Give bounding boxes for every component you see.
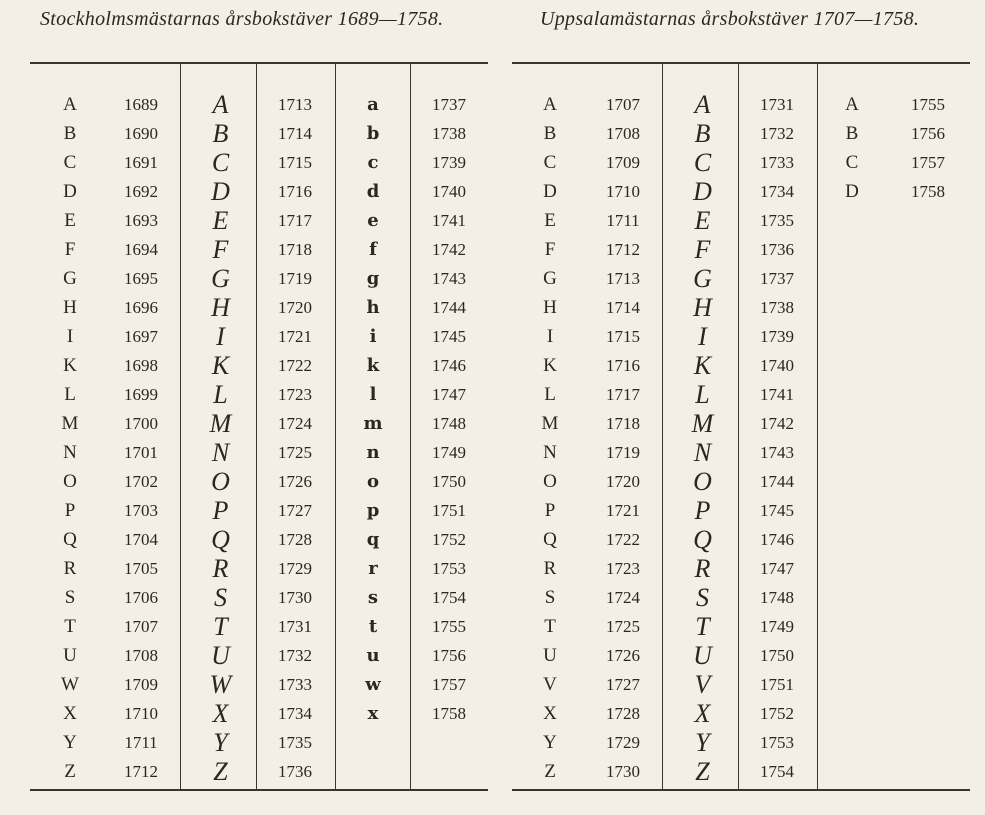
roman-letter: O [543, 471, 557, 492]
roman2-letter: B [845, 123, 859, 144]
roman2-year: 1757 [911, 153, 945, 172]
gothic-year: 1757 [432, 675, 466, 694]
table-row [512, 409, 970, 438]
roman-letter: E [544, 210, 556, 231]
roman-year: 1696 [124, 298, 158, 317]
table-row [30, 438, 488, 467]
script-letter: F [212, 235, 228, 264]
table-row [30, 264, 488, 293]
roman-year: 1704 [124, 530, 158, 549]
script-letter: X [212, 699, 228, 728]
script-letter: T [695, 612, 709, 641]
gothic-letter: r [368, 558, 378, 579]
roman-letter: Y [543, 732, 557, 753]
roman2-year: 1756 [911, 124, 945, 143]
script-year: 1733 [760, 153, 794, 172]
table-row [512, 264, 970, 293]
script-letter: N [693, 438, 711, 467]
roman-letter: D [63, 181, 77, 202]
script-year: 1722 [278, 356, 312, 375]
roman-year: 1730 [606, 762, 640, 781]
script-letter: Z [695, 757, 709, 786]
script-letter: E [694, 206, 710, 235]
script-year: 1716 [278, 182, 312, 201]
script-year: 1746 [760, 530, 794, 549]
script-year: 1735 [278, 733, 312, 752]
roman-year: 1694 [124, 240, 158, 259]
gothic-letter: l [369, 384, 377, 405]
roman-year: 1701 [124, 443, 158, 462]
script-letter: S [214, 583, 226, 612]
gothic-year: 1754 [432, 588, 466, 607]
roman-letter: H [63, 297, 77, 318]
table-row [30, 641, 488, 670]
gothic-year: 1746 [432, 356, 466, 375]
table-row [512, 293, 970, 322]
script-letter: D [693, 177, 711, 206]
script-letter: E [212, 206, 228, 235]
roman-letter: Q [63, 529, 77, 550]
table-row [512, 467, 970, 496]
gothic-year: 1758 [432, 704, 466, 723]
roman-year: 1723 [606, 559, 640, 578]
roman-year: 1712 [124, 762, 158, 781]
script-letter: N [211, 438, 229, 467]
gothic-year: 1751 [432, 501, 466, 520]
table-row [30, 728, 488, 757]
script-letter: O [693, 467, 711, 496]
gothic-year: 1747 [432, 385, 466, 404]
roman-year: 1724 [606, 588, 640, 607]
roman-year: 1721 [606, 501, 640, 520]
table-row [30, 380, 488, 409]
script-year: 1748 [760, 588, 794, 607]
script-letter: A [212, 90, 228, 119]
script-letter: M [209, 409, 231, 438]
roman-letter: G [543, 268, 557, 289]
roman-letter: K [63, 355, 77, 376]
table-row [30, 293, 488, 322]
script-letter: Y [695, 728, 709, 757]
roman-year: 1700 [124, 414, 158, 433]
script-year: 1731 [278, 617, 312, 636]
roman-letter: O [63, 471, 77, 492]
script-letter: I [216, 322, 224, 351]
roman2-year: 1758 [911, 182, 945, 201]
roman-letter: R [63, 558, 77, 579]
table-row [30, 351, 488, 380]
script-letter: U [693, 641, 711, 670]
roman-letter: I [66, 326, 74, 347]
script-year: 1719 [278, 269, 312, 288]
roman-year: 1711 [606, 211, 640, 230]
roman-letter: L [64, 384, 76, 405]
roman-letter: N [543, 442, 557, 463]
script-letter: Z [213, 757, 227, 786]
roman-year: 1722 [606, 530, 640, 549]
gothic-year: 1752 [432, 530, 466, 549]
gothic-year: 1739 [432, 153, 466, 172]
roman-year: 1705 [124, 559, 158, 578]
script-year: 1740 [760, 356, 794, 375]
gothic-letter: o [366, 471, 379, 492]
script-year: 1734 [278, 704, 312, 723]
roman-letter: T [64, 616, 76, 637]
table-row [30, 699, 488, 728]
script-year: 1728 [278, 530, 312, 549]
roman-year: 1719 [606, 443, 640, 462]
script-year: 1730 [278, 588, 312, 607]
roman-year: 1727 [606, 675, 640, 694]
script-letter: P [212, 496, 228, 525]
roman-letter: C [543, 152, 557, 173]
roman-letter: I [546, 326, 554, 347]
gothic-year: 1738 [432, 124, 466, 143]
roman-letter: A [543, 94, 557, 115]
roman-letter: Z [64, 761, 76, 782]
roman-letter: A [63, 94, 77, 115]
script-year: 1750 [760, 646, 794, 665]
table-row [512, 554, 970, 583]
table-row [30, 177, 488, 206]
table-row [30, 235, 488, 264]
table-row [512, 612, 970, 641]
table-row [512, 496, 970, 525]
script-letter: L [695, 380, 709, 409]
roman-letter: Q [543, 529, 557, 550]
roman-year: 1708 [124, 646, 158, 665]
script-letter: K [693, 351, 711, 380]
gothic-year: 1742 [432, 240, 466, 259]
script-year: 1726 [278, 472, 312, 491]
script-year: 1742 [760, 414, 794, 433]
script-letter: I [698, 322, 706, 351]
table-row [30, 148, 488, 177]
roman-year: 1699 [124, 385, 158, 404]
stockholm-table [30, 62, 488, 791]
script-letter: P [694, 496, 710, 525]
gothic-letter: e [367, 210, 379, 231]
script-letter: U [211, 641, 229, 670]
roman-year: 1709 [606, 153, 640, 172]
script-letter: R [694, 554, 710, 583]
gothic-year: 1744 [432, 298, 466, 317]
script-letter: W [209, 670, 231, 699]
roman-year: 1706 [124, 588, 158, 607]
gothic-letter: a [367, 94, 379, 115]
roman-letter: F [64, 239, 76, 260]
roman-letter: K [543, 355, 557, 376]
roman-year: 1707 [124, 617, 158, 636]
script-letter: V [694, 670, 710, 699]
table-row [512, 380, 970, 409]
roman-year: 1695 [124, 269, 158, 288]
script-year: 1749 [760, 617, 794, 636]
script-letter: S [696, 583, 708, 612]
roman-year: 1729 [606, 733, 640, 752]
script-year: 1725 [278, 443, 312, 462]
roman-year: 1720 [606, 472, 640, 491]
gothic-letter: w [365, 674, 381, 695]
gothic-letter: q [366, 529, 380, 550]
script-letter: A [694, 90, 710, 119]
gothic-letter: u [366, 645, 380, 666]
table-row [30, 525, 488, 554]
gothic-year: 1748 [432, 414, 466, 433]
gothic-letter: c [367, 152, 379, 173]
table-row [30, 90, 488, 119]
script-letter: H [211, 293, 229, 322]
roman-letter: N [63, 442, 77, 463]
gothic-letter: d [366, 181, 380, 202]
script-letter: H [693, 293, 711, 322]
script-letter: K [211, 351, 229, 380]
table-row [30, 670, 488, 699]
script-letter: Q [211, 525, 229, 554]
roman-letter: W [61, 674, 79, 695]
script-year: 1735 [760, 211, 794, 230]
roman-letter: L [544, 384, 556, 405]
roman-year: 1691 [124, 153, 158, 172]
roman-letter: E [64, 210, 76, 231]
script-year: 1724 [278, 414, 312, 433]
uppsala-table [512, 62, 970, 791]
roman-letter: S [64, 587, 76, 608]
script-year: 1717 [278, 211, 312, 230]
script-year: 1739 [760, 327, 794, 346]
script-letter: G [693, 264, 711, 293]
gothic-letter: i [369, 326, 377, 347]
roman-letter: G [63, 268, 77, 289]
script-year: 1736 [278, 762, 312, 781]
table-row [30, 409, 488, 438]
gothic-year: 1753 [432, 559, 466, 578]
roman-year: 1693 [124, 211, 158, 230]
table-row [30, 467, 488, 496]
roman2-letter: D [845, 181, 859, 202]
gothic-year: 1743 [432, 269, 466, 288]
script-year: 1720 [278, 298, 312, 317]
script-letter: G [211, 264, 229, 293]
roman-letter: U [543, 645, 557, 666]
script-letter: F [694, 235, 710, 264]
script-letter: Y [213, 728, 227, 757]
roman-letter: T [544, 616, 556, 637]
script-letter: D [211, 177, 229, 206]
script-year: 1752 [760, 704, 794, 723]
roman-year: 1708 [606, 124, 640, 143]
gothic-letter: m [363, 413, 383, 434]
script-year: 1714 [278, 124, 312, 143]
script-year: 1741 [760, 385, 794, 404]
script-letter: L [213, 380, 227, 409]
gothic-year: 1755 [432, 617, 466, 636]
gothic-year: 1740 [432, 182, 466, 201]
table-row [512, 438, 970, 467]
gothic-letter: n [366, 442, 380, 463]
script-year: 1733 [278, 675, 312, 694]
script-year: 1743 [760, 443, 794, 462]
table-row [512, 90, 970, 119]
roman-year: 1710 [606, 182, 640, 201]
table-row [512, 728, 970, 757]
script-year: 1727 [278, 501, 312, 520]
table-row [30, 496, 488, 525]
script-letter: O [211, 467, 229, 496]
gothic-year: 1750 [432, 472, 466, 491]
roman-year: 1702 [124, 472, 158, 491]
roman-letter: U [63, 645, 77, 666]
table-row [512, 322, 970, 351]
roman-letter: B [63, 123, 77, 144]
table-row [30, 554, 488, 583]
gothic-year: 1749 [432, 443, 466, 462]
roman-letter: B [543, 123, 557, 144]
roman-letter: Z [544, 761, 556, 782]
script-year: 1744 [760, 472, 794, 491]
roman-year: 1714 [606, 298, 640, 317]
table-row [512, 206, 970, 235]
table-row [512, 641, 970, 670]
roman-letter: P [544, 500, 556, 521]
script-year: 1723 [278, 385, 312, 404]
gothic-letter: s [367, 587, 379, 608]
roman-year: 1711 [124, 733, 158, 752]
roman-year: 1726 [606, 646, 640, 665]
script-year: 1736 [760, 240, 794, 259]
gothic-letter: k [366, 355, 380, 376]
table-row [30, 322, 488, 351]
table-row [512, 525, 970, 554]
script-year: 1753 [760, 733, 794, 752]
roman-year: 1690 [124, 124, 158, 143]
gothic-year: 1745 [432, 327, 466, 346]
table-row [512, 119, 970, 148]
roman-year: 1728 [606, 704, 640, 723]
gothic-letter: g [366, 268, 380, 289]
roman-year: 1709 [124, 675, 158, 694]
script-year: 1721 [278, 327, 312, 346]
roman2-letter: C [845, 152, 859, 173]
roman-year: 1713 [606, 269, 640, 288]
roman-year: 1716 [606, 356, 640, 375]
script-year: 1737 [760, 269, 794, 288]
gothic-year: 1737 [432, 95, 466, 114]
script-year: 1715 [278, 153, 312, 172]
gothic-letter: p [366, 500, 380, 521]
gothic-letter: f [369, 239, 377, 260]
gothic-year: 1756 [432, 646, 466, 665]
script-letter: M [691, 409, 713, 438]
roman-letter: D [543, 181, 557, 202]
roman-letter: R [543, 558, 557, 579]
script-letter: R [212, 554, 228, 583]
script-year: 1734 [760, 182, 794, 201]
script-year: 1754 [760, 762, 794, 781]
roman-year: 1689 [124, 95, 158, 114]
roman-letter: M [61, 413, 79, 434]
table-row [512, 351, 970, 380]
table-row [512, 235, 970, 264]
roman-letter: H [543, 297, 557, 318]
roman2-letter: A [845, 94, 859, 115]
gothic-letter: x [367, 703, 379, 724]
script-letter: T [213, 612, 227, 641]
script-year: 1729 [278, 559, 312, 578]
roman-year: 1703 [124, 501, 158, 520]
script-year: 1738 [760, 298, 794, 317]
table-row [512, 699, 970, 728]
roman-letter: F [544, 239, 556, 260]
roman-year: 1692 [124, 182, 158, 201]
roman-year: 1710 [124, 704, 158, 723]
script-year: 1732 [278, 646, 312, 665]
script-year: 1731 [760, 95, 794, 114]
script-letter: B [212, 119, 228, 148]
roman-year: 1725 [606, 617, 640, 636]
uppsala-title: Uppsalamästarnas årsbokstäver 1707—1758. [540, 8, 920, 30]
roman-year: 1698 [124, 356, 158, 375]
roman-letter: M [541, 413, 559, 434]
gothic-letter: t [368, 616, 378, 637]
script-year: 1718 [278, 240, 312, 259]
script-letter: C [693, 148, 711, 177]
script-letter: C [211, 148, 229, 177]
roman-year: 1715 [606, 327, 640, 346]
script-letter: X [694, 699, 710, 728]
table-row [30, 757, 488, 786]
table-row [512, 757, 970, 786]
gothic-letter: b [366, 123, 380, 144]
roman-letter: X [63, 703, 77, 724]
script-year: 1747 [760, 559, 794, 578]
roman-year: 1712 [606, 240, 640, 259]
roman-letter: P [64, 500, 76, 521]
roman-year: 1717 [606, 385, 640, 404]
roman-letter: V [543, 674, 557, 695]
roman-year: 1718 [606, 414, 640, 433]
stockholm-title: Stockholmsmästarnas årsbokstäver 1689—1758. [40, 8, 444, 30]
table-row [30, 206, 488, 235]
script-year: 1751 [760, 675, 794, 694]
table-row [30, 612, 488, 641]
roman-letter: X [543, 703, 557, 724]
roman-year: 1697 [124, 327, 158, 346]
script-year: 1732 [760, 124, 794, 143]
script-year: 1745 [760, 501, 794, 520]
roman-year: 1707 [606, 95, 640, 114]
table-row [512, 670, 970, 699]
table-row [512, 583, 970, 612]
script-letter: Q [693, 525, 711, 554]
script-letter: B [694, 119, 710, 148]
table-row [512, 148, 970, 177]
roman-letter: S [544, 587, 556, 608]
roman-letter: Y [63, 732, 77, 753]
table-row [30, 583, 488, 612]
roman-letter: C [63, 152, 77, 173]
gothic-letter: h [366, 297, 380, 318]
table-row [30, 119, 488, 148]
gothic-year: 1741 [432, 211, 466, 230]
table-row [512, 177, 970, 206]
script-year: 1713 [278, 95, 312, 114]
roman2-year: 1755 [911, 95, 945, 114]
